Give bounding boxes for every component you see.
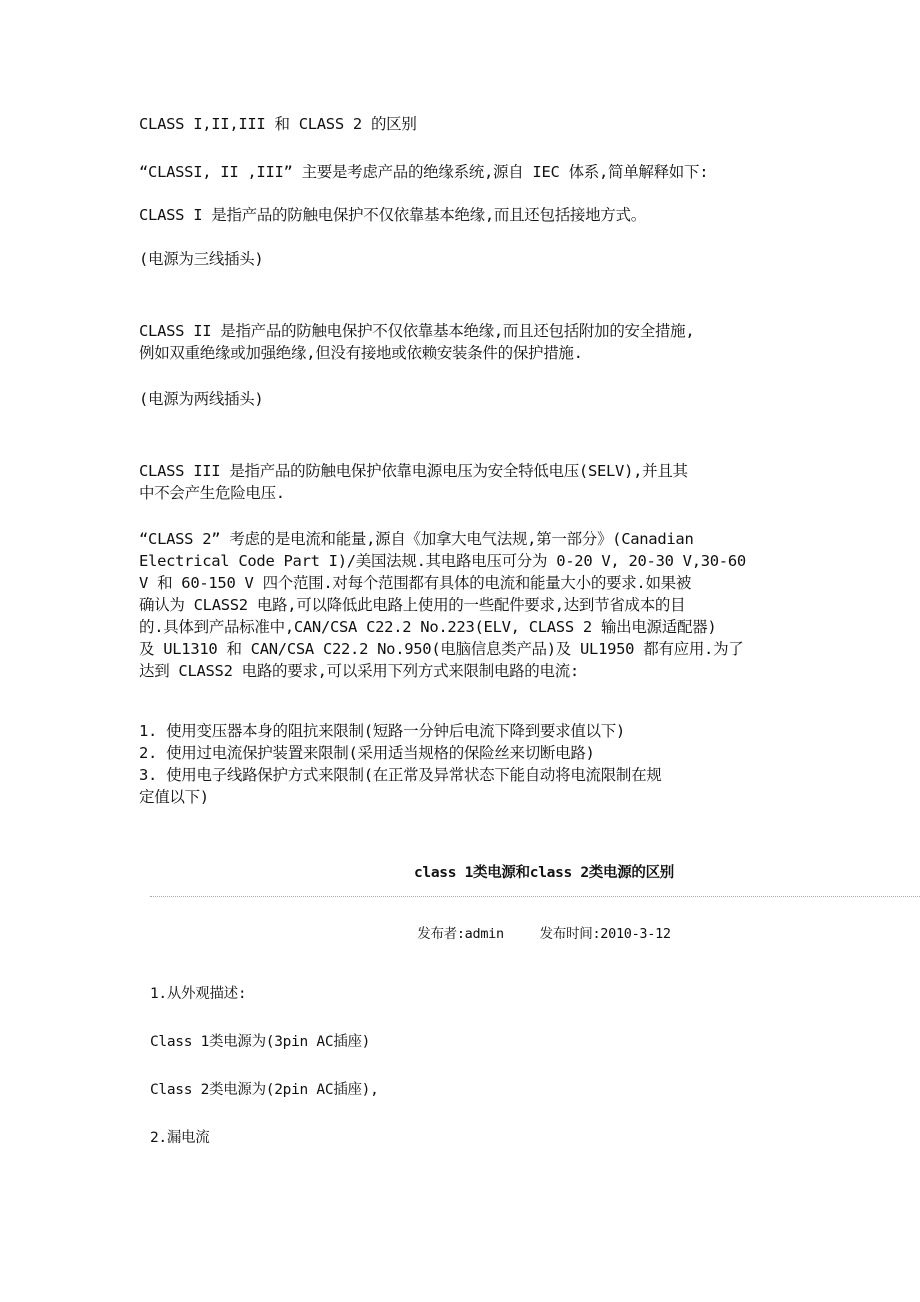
doc-title: CLASS I,II,III 和 CLASS 2 的区别 xyxy=(139,115,417,133)
article-line: Class 1类电源为(3pin AC插座) xyxy=(150,1034,371,1050)
list-item: 定值以下) xyxy=(139,788,209,806)
class2-note: (电源为两线插头) xyxy=(139,390,264,408)
list-item: 3. 使用电子线路保护方式来限制(在正常及异常状态下能自动将电流限制在规 xyxy=(139,766,662,784)
article-line: 2.漏电流 xyxy=(150,1130,210,1146)
publish-date: 发布时间:2010-3-12 xyxy=(539,926,671,942)
class-2-paragraph-line: 确认为 CLASS2 电路,可以降低此电路上使用的一些配件要求,达到节省成本的目 xyxy=(139,596,686,614)
class-2-paragraph-line: V 和 60-150 V 四个范围.对每个范围都有具体的电流和能量大小的要求.如果被 xyxy=(139,574,692,592)
class-2-paragraph-line: Electrical Code Part I)/美国法规.其电路电压可分为 0-20 V, 20-30 V,30-60 xyxy=(139,552,746,570)
class-2-paragraph-line: 达到 CLASS2 电路的要求,可以采用下列方式来限制电路的电流: xyxy=(139,662,579,680)
class1-note: (电源为三线插头) xyxy=(139,250,264,268)
class2-line: CLASS II 是指产品的防触电保护不仅依靠基本绝缘,而且还包括附加的安全措施, xyxy=(139,322,695,340)
article-title: class 1类电源和class 2类电源的区别 xyxy=(413,865,675,881)
divider xyxy=(150,896,920,897)
class3-line: CLASS III 是指产品的防触电保护依靠电源电压为安全特低电压(SELV),并且其 xyxy=(139,462,688,480)
list-item: 2. 使用过电流保护装置来限制(采用适当规格的保险丝来切断电路) xyxy=(139,744,595,762)
article-meta xyxy=(0,923,920,945)
class1-paragraph: CLASS I 是指产品的防触电保护不仅依靠基本绝缘,而且还包括接地方式。 xyxy=(139,206,646,224)
class-2-paragraph-line: 及 UL1310 和 CAN/CSA C22.2 No.950(电脑信息类产品)及 UL1950 都有应用.为了 xyxy=(139,640,744,658)
article-line: Class 2类电源为(2pin AC插座), xyxy=(150,1082,379,1098)
article-line: 1.从外观描述: xyxy=(150,986,247,1002)
class3-line: 中不会产生危险电压. xyxy=(139,484,285,502)
class-2-paragraph-line: “CLASS 2” 考虑的是电流和能量,源自《加拿大电气法规,第一部分》(Canadian xyxy=(139,530,694,548)
intro-paragraph: “CLASSI, II ,III” 主要是考虑产品的绝缘系统,源自 IEC 体系,简单解释如下: xyxy=(139,163,709,181)
class-2-paragraph-line: 的.具体到产品标准中,CAN/CSA C22.2 No.223(ELV, CLASS 2 输出电源适配器) xyxy=(139,618,717,636)
class2-line: 例如双重绝缘或加强绝缘,但没有接地或依赖安装条件的保护措施. xyxy=(139,344,583,362)
list-item: 1. 使用变压器本身的阻抗来限制(短路一分钟后电流下降到要求值以下) xyxy=(139,722,625,740)
author: 发布者:admin xyxy=(417,926,504,942)
